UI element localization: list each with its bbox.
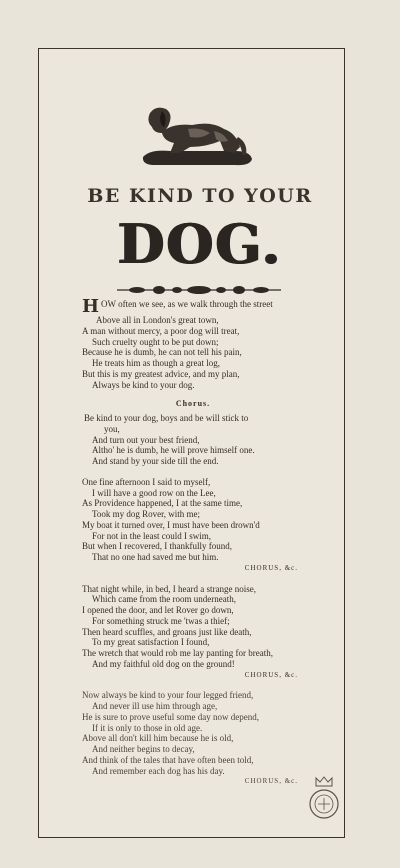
verse-line: If it is only to those in old age. <box>92 722 203 733</box>
title-line-large: DOG. <box>117 212 283 276</box>
verse-1 <box>82 299 304 390</box>
verse-line: Then heard scuffles, and groans just like death, <box>82 626 252 637</box>
ornamental-rule-icon <box>115 283 283 295</box>
verse-line: To my great satisfaction I found, <box>92 637 210 648</box>
title-line-small: BE KIND TO YOUR <box>87 185 313 207</box>
verse-line: He treats him as though a great log, <box>92 358 220 368</box>
verse-line: That no one had saved me but him. <box>92 552 219 562</box>
ballad-text <box>82 299 304 787</box>
verse-line: And think of the tales that have often been told, <box>82 754 254 765</box>
chorus-reference: CHORUS, &c. <box>244 777 298 786</box>
chorus-reference: CHORUS, &c. <box>244 563 298 572</box>
verse-line: For something struck me 'twas a thief; <box>92 615 230 626</box>
verse-line: Above all don't kill him because he is old, <box>82 733 234 744</box>
verse-line: He is sure to prove useful some day now depend, <box>82 711 259 722</box>
verse-line: And my faithful old dog on the ground! <box>92 658 235 669</box>
verse-line: But this is my greatest advice, and my plan, <box>82 368 240 379</box>
verse-line: Always be kind to your dog. <box>92 379 195 390</box>
chorus-line: And turn out your best friend, <box>92 434 200 445</box>
verse-3 <box>82 584 304 681</box>
verse-line: The wretch that would rob me lay panting for breath, <box>82 648 273 658</box>
verse-line: Because he is dumb, he can not tell his pain, <box>82 347 242 358</box>
dog-illustration-icon <box>140 103 255 169</box>
library-seal-icon <box>306 774 342 826</box>
verse-line: Such cruelty ought to be put down; <box>92 336 219 347</box>
chorus-reference: CHORUS, &c. <box>244 670 298 679</box>
chorus-line: you, <box>104 423 120 434</box>
chorus-heading: Chorus. <box>175 399 211 409</box>
verse-4 <box>82 690 304 787</box>
verse-line: And neither begins to decay, <box>92 744 195 754</box>
verse-line: Took my dog Rover, with me; <box>92 509 200 519</box>
verse-line: Now always be kind to your four legged friend, <box>82 690 254 701</box>
verse-line: And remember each dog has his day. <box>92 765 225 776</box>
verse-line: A man without mercy, a poor dog will treat, <box>82 325 240 336</box>
verse-line: But when I recovered, I thankfully found, <box>82 541 232 552</box>
verse-line: Above all in London's great town, <box>96 315 219 325</box>
chorus-line: And stand by your side till the end. <box>92 456 219 466</box>
verse-line: That night while, in bed, I heard a strange noise, <box>82 583 256 594</box>
chorus-line: Be kind to your dog, boys and be will stick to <box>84 413 249 423</box>
chorus <box>82 413 304 467</box>
verse-line: One fine afternoon I said to myself, <box>82 476 211 487</box>
verse-line: I opened the door, and let Rover go down, <box>82 605 234 615</box>
verse-line: My boat it turned over, I must have been drown'd <box>82 519 260 530</box>
chorus-line: Altho' he is dumb, he will prove himself one. <box>92 445 255 456</box>
verse-line: I will have a good row on the Lee, <box>92 487 216 498</box>
drop-cap: H <box>82 299 100 315</box>
verse-line: Which came from the room underneath, <box>92 594 236 605</box>
verse-line: And never ill use him through age, <box>92 701 218 711</box>
verse-line: HOW often we see, as we walk through the street <box>82 299 273 315</box>
verse-2 <box>82 477 304 574</box>
verse-line: For not in the least could I swim, <box>92 530 211 541</box>
verse-line: As Providence happened, I at the same time, <box>82 498 243 509</box>
